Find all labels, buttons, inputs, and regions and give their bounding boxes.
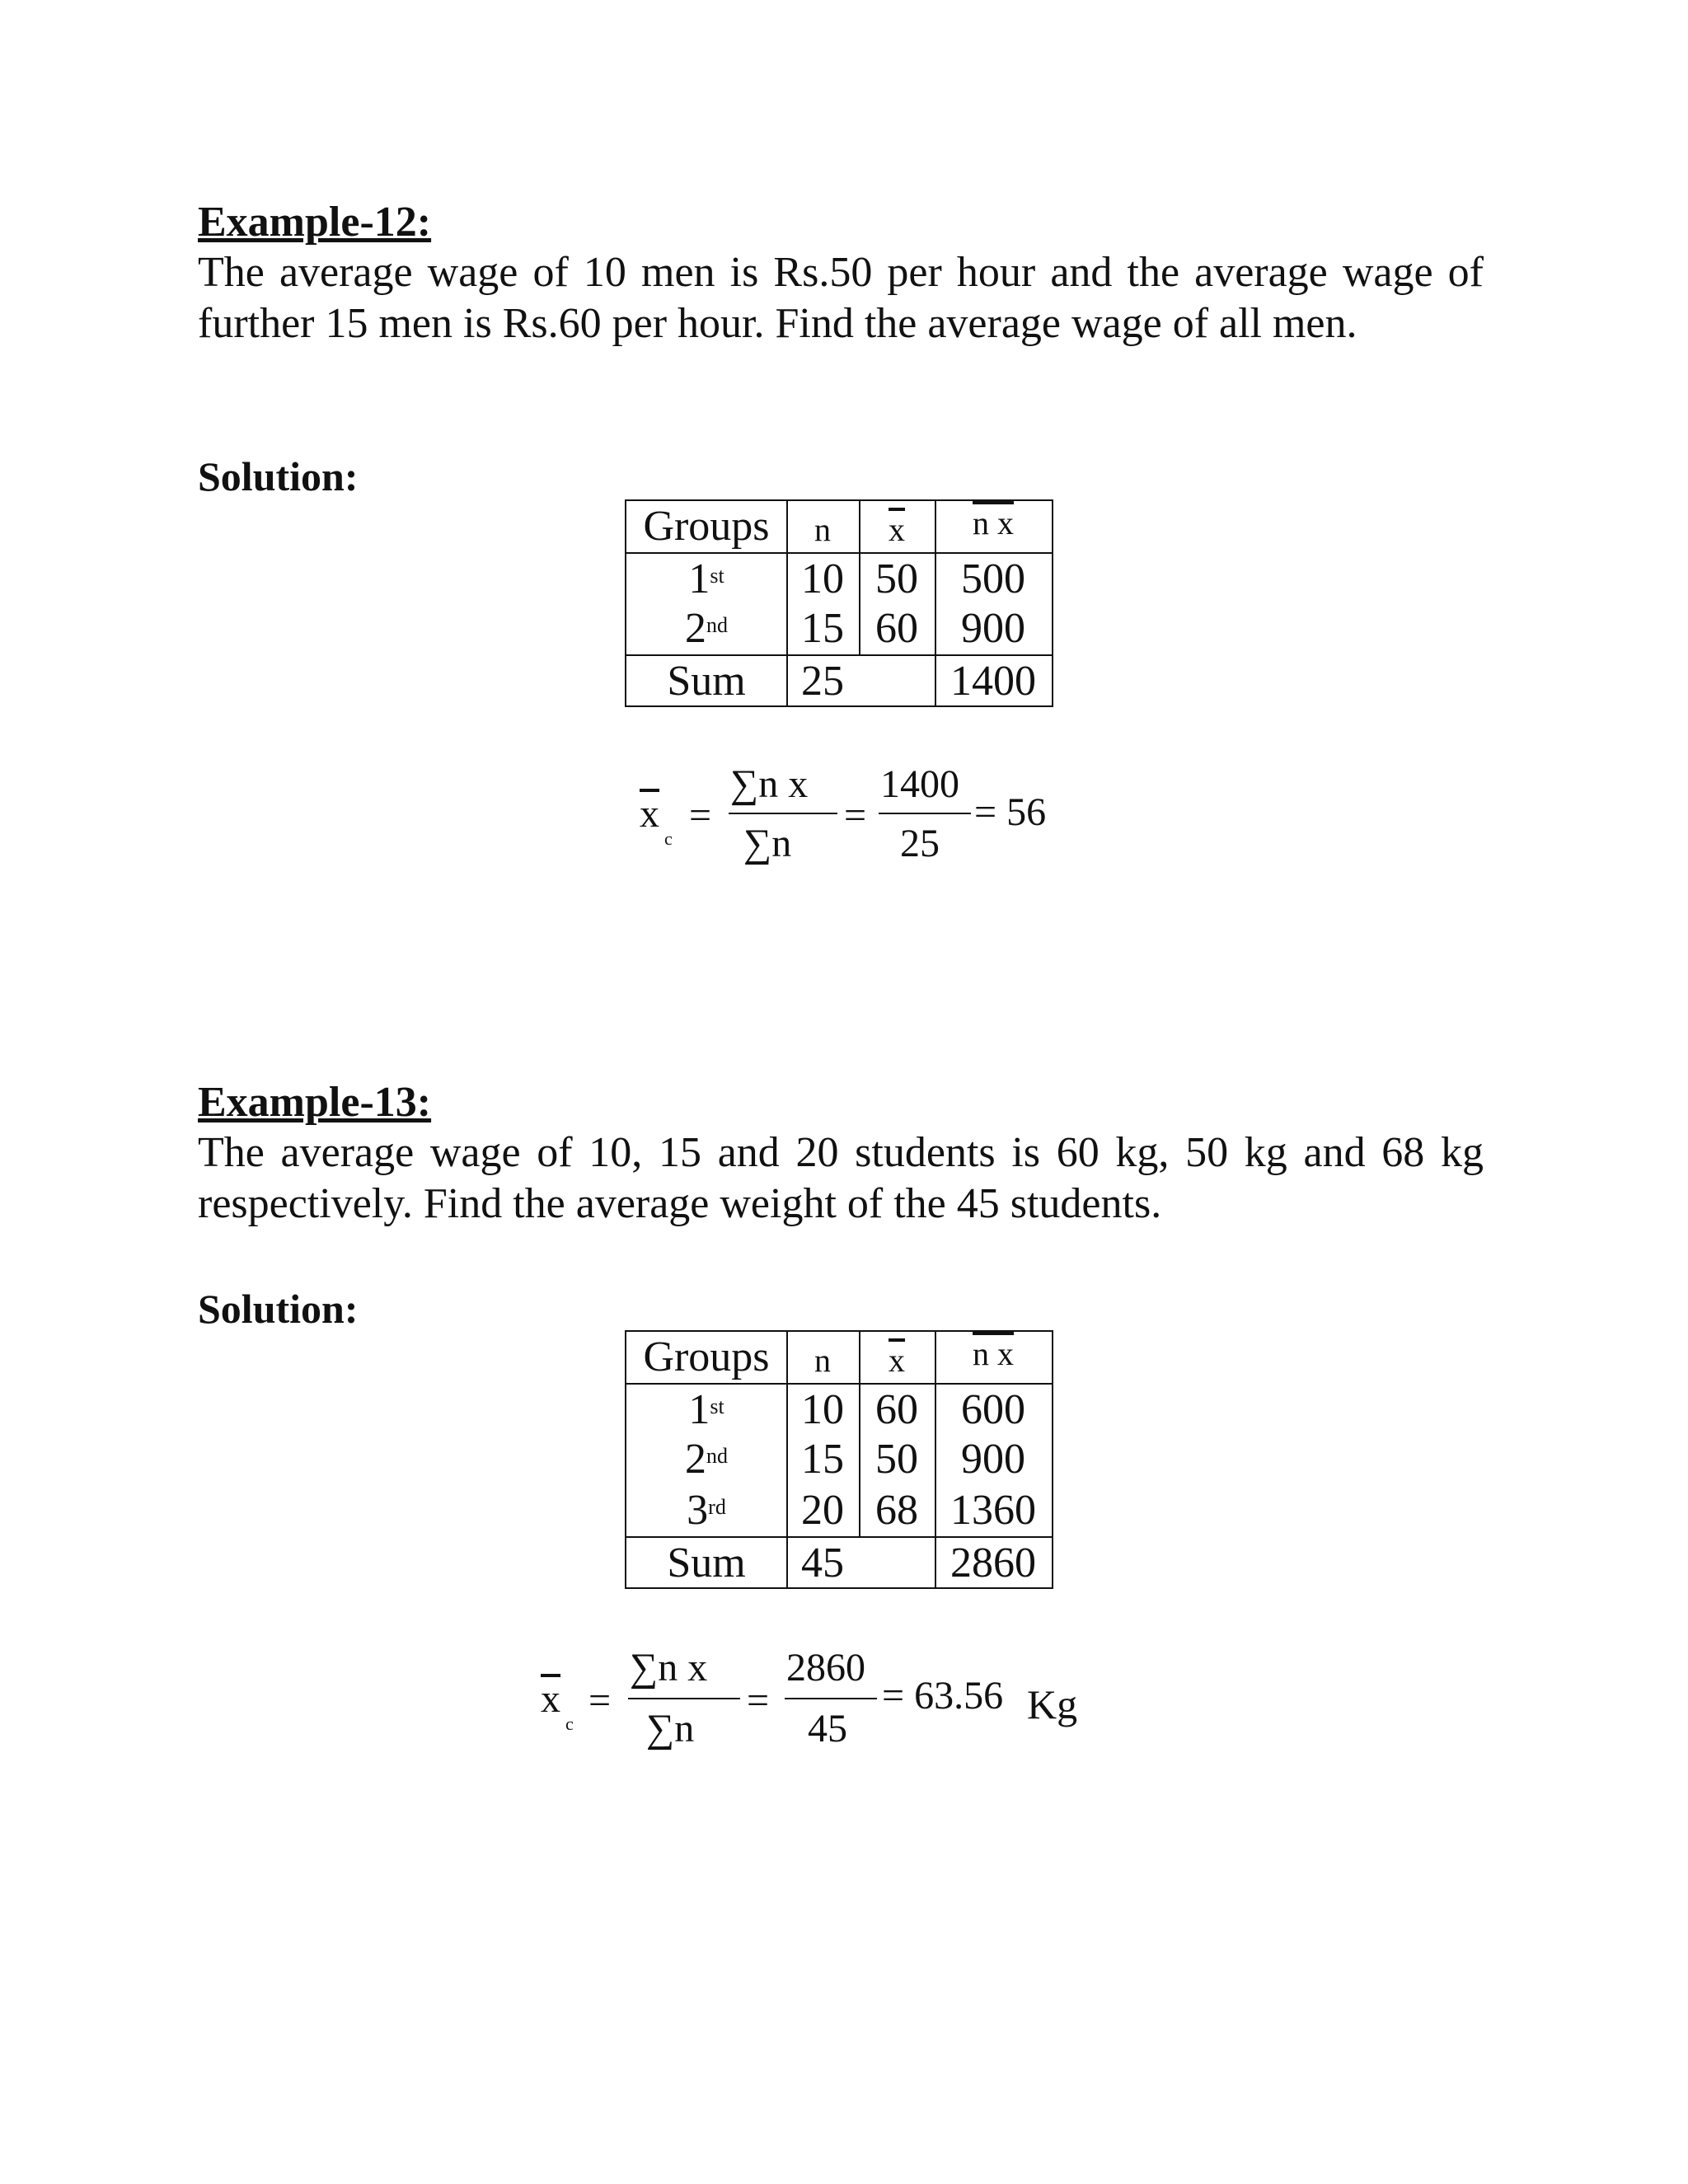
formula-numerator-value: 1400 <box>880 762 959 806</box>
example-12-table <box>625 499 1053 707</box>
fraction-bar <box>729 813 837 814</box>
row-x: 60 <box>875 1386 918 1433</box>
example-12-solution-label: Solution: <box>198 453 359 499</box>
sum-nx: 2860 <box>950 1540 1036 1586</box>
row-nx: 500 <box>961 555 1025 602</box>
row-n: 15 <box>801 605 844 652</box>
row-nx: 900 <box>961 605 1025 652</box>
example-13-heading: Example-13: <box>198 1079 432 1126</box>
formula-eq: = <box>844 794 867 837</box>
header-n: n <box>814 1342 831 1379</box>
formula-lhs: $\overline{x}$ <box>541 1677 560 1721</box>
formula-result: = 56 <box>974 790 1047 834</box>
sum-nx: 1400 <box>950 658 1036 705</box>
header-x-bar: $\overline{x}$ <box>889 511 905 548</box>
sum-label: Sum <box>667 658 746 705</box>
formula-numerator: ∑n x <box>730 762 809 806</box>
sum-n: 45 <box>801 1540 844 1586</box>
row-x: 50 <box>875 555 918 602</box>
row-n: 15 <box>801 1436 844 1483</box>
row-nx: 600 <box>961 1386 1025 1433</box>
example-13-question-line-1: The average wage of 10, 15 and 20 students is 60 kg, 50 kg and 68 kg <box>198 1129 1484 1176</box>
example-13-table <box>625 1330 1053 1589</box>
row-x: 50 <box>875 1436 918 1483</box>
header-n-x-bar: n x <box>973 1335 1014 1372</box>
formula-lhs: $\overline{x}$ <box>640 792 659 836</box>
row-group: 3rd <box>687 1487 726 1534</box>
row-nx: 1360 <box>950 1487 1036 1534</box>
row-n: 10 <box>801 555 844 602</box>
formula-lhs-sub: c <box>565 1713 574 1734</box>
formula-denominator: ∑n <box>743 822 792 865</box>
header-x-bar: $\overline{x}$ <box>889 1342 905 1379</box>
formula-result: = 63.56 <box>882 1674 1004 1718</box>
fraction-bar <box>785 1698 877 1699</box>
example-13-question-line-2: respectively. Find the average weight of the 45 students. <box>198 1180 1162 1227</box>
formula-eq: = <box>588 1679 612 1722</box>
sum-n: 25 <box>801 658 844 705</box>
header-groups: Groups <box>643 503 770 550</box>
formula-numerator-value: 2860 <box>786 1646 865 1690</box>
sum-label: Sum <box>667 1540 746 1586</box>
row-group: 2nd <box>685 605 728 652</box>
row-x: 60 <box>875 605 918 652</box>
formula-numerator: ∑n x <box>630 1646 708 1690</box>
formula-lhs-sub: c <box>664 828 673 849</box>
row-x: 68 <box>875 1487 918 1534</box>
formula-denominator-value: 45 <box>808 1707 847 1750</box>
formula-denominator: ∑n <box>646 1707 695 1750</box>
row-n: 20 <box>801 1487 844 1534</box>
header-n: n <box>814 511 831 548</box>
header-groups: Groups <box>643 1333 770 1380</box>
formula-eq: = <box>747 1679 770 1722</box>
formula-eq: = <box>689 794 712 837</box>
example-12-heading: Example-12: <box>198 199 432 246</box>
example-12-question-line-2: further 15 men is Rs.60 per hour. Find the average wage of all men. <box>198 300 1357 347</box>
formula-denominator-value: 25 <box>900 822 940 865</box>
row-group: 1st <box>688 555 724 602</box>
header-n-x-bar: n x <box>973 504 1014 541</box>
formula-unit: Kg <box>1027 1681 1078 1727</box>
example-12-question-line-1: The average wage of 10 men is Rs.50 per hour and the average wage of <box>198 249 1484 296</box>
row-nx: 900 <box>961 1436 1025 1483</box>
row-group: 1st <box>688 1386 724 1433</box>
row-group: 2nd <box>685 1436 728 1483</box>
row-n: 10 <box>801 1386 844 1433</box>
fraction-bar <box>879 813 971 814</box>
example-13-solution-label: Solution: <box>198 1286 359 1332</box>
fraction-bar <box>628 1698 740 1699</box>
